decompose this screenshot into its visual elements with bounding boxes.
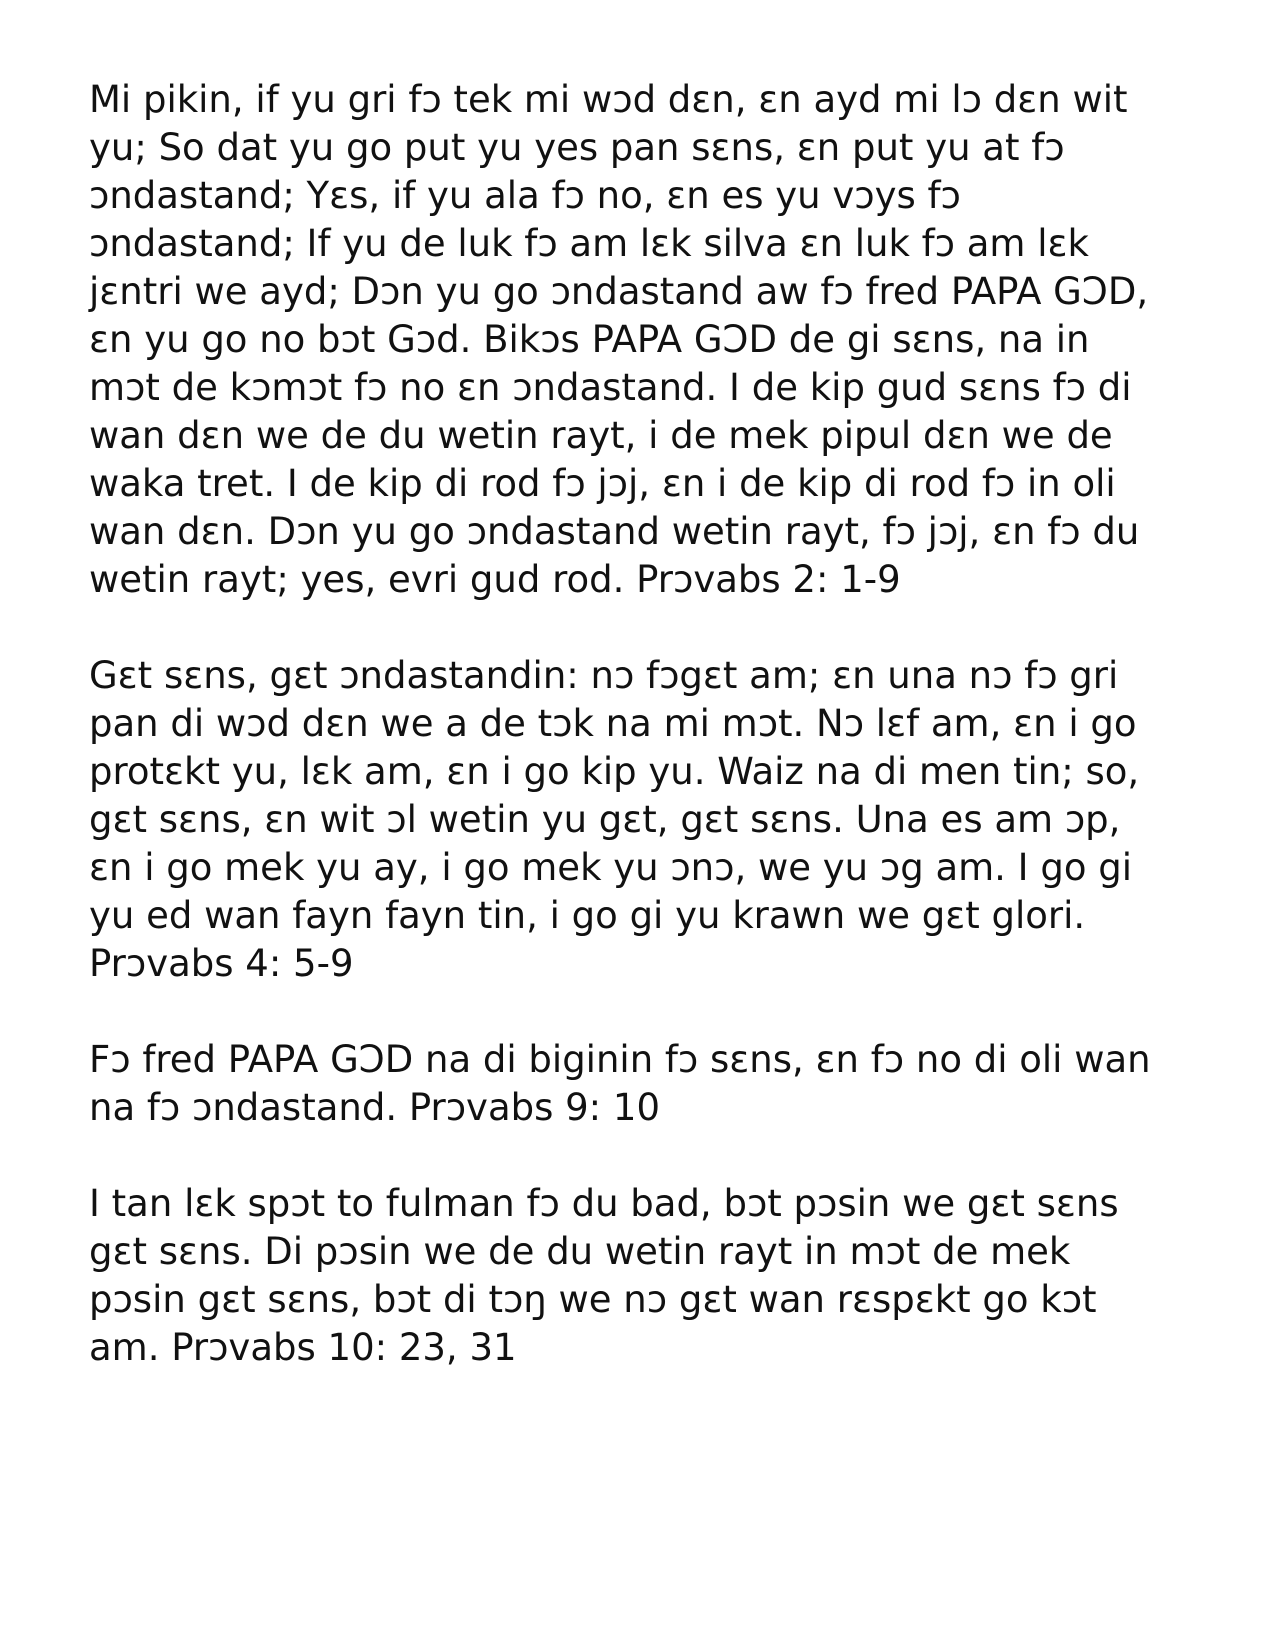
text-line: mɔt de kɔmɔt fɔ no ɛn ɔndastand. I de kip gud sɛns fɔ di bbox=[89, 366, 1132, 409]
text-line: yu; So dat yu go put yu yes pan sɛns, ɛn put yu at fɔ bbox=[89, 126, 1065, 169]
text-line: gɛt sɛns. Di pɔsin we de du wetin rayt in mɔt de mek bbox=[89, 1230, 1071, 1273]
text-line: ɛn yu go no bɔt Gɔd. Bikɔs PAPA GƆD de gi sɛns, na in bbox=[89, 318, 1090, 361]
text-line: am. Prɔvabs 10: 23, 31 bbox=[89, 1326, 517, 1369]
text-line: Mi pikin, if yu gri fɔ tek mi wɔd dɛn, ɛn ayd mi lɔ dɛn wit bbox=[89, 78, 1128, 121]
text-line: wetin rayt; yes, evri gud rod. Prɔvabs 2: 1-9 bbox=[89, 558, 901, 601]
text-line: waka tret. I de kip di rod fɔ jɔj, ɛn i de kip di rod fɔ in oli bbox=[89, 462, 1116, 505]
paragraph-proverbs-10 bbox=[89, 1180, 1199, 1372]
text-line: I tan lɛk spɔt to fulman fɔ du bad, bɔt pɔsin we gɛt sɛns bbox=[89, 1182, 1119, 1225]
paragraph-proverbs-9 bbox=[89, 1036, 1199, 1132]
text-line: gɛt sɛns, ɛn wit ɔl wetin yu gɛt, gɛt sɛns. Una es am ɔp, bbox=[89, 798, 1121, 841]
text-line: ɔndastand; Yɛs, if yu ala fɔ no, ɛn es yu vɔys fɔ bbox=[89, 174, 961, 217]
paragraph-proverbs-2 bbox=[89, 76, 1199, 604]
text-line: wan dɛn. Dɔn yu go ɔndastand wetin rayt, fɔ jɔj, ɛn fɔ du bbox=[89, 510, 1140, 553]
text-line: na fɔ ɔndastand. Prɔvabs 9: 10 bbox=[89, 1086, 660, 1129]
document-page bbox=[89, 76, 1199, 1420]
text-line: Fɔ fred PAPA GƆD na di biginin fɔ sɛns, ɛn fɔ no di oli wan bbox=[89, 1038, 1151, 1081]
text-line: Prɔvabs 4: 5-9 bbox=[89, 942, 354, 985]
text-line: protɛkt yu, lɛk am, ɛn i go kip yu. Waiz na di men tin; so, bbox=[89, 750, 1140, 793]
text-line: pɔsin gɛt sɛns, bɔt di tɔŋ we nɔ gɛt wan rɛspɛkt go kɔt bbox=[89, 1278, 1097, 1321]
text-line: ɛn i go mek yu ay, i go mek yu ɔnɔ, we yu ɔg am. I go gi bbox=[89, 846, 1133, 889]
text-line: pan di wɔd dɛn we a de tɔk na mi mɔt. Nɔ lɛf am, ɛn i go bbox=[89, 702, 1137, 745]
text-line: jɛntri we ayd; Dɔn yu go ɔndastand aw fɔ fred PAPA GƆD, bbox=[89, 270, 1149, 313]
text-line: wan dɛn we de du wetin rayt, i de mek pipul dɛn we de bbox=[89, 414, 1113, 457]
text-line: yu ed wan fayn fayn tin, i go gi yu krawn we gɛt glori. bbox=[89, 894, 1086, 937]
text-line: ɔndastand; If yu de luk fɔ am lɛk silva ɛn luk fɔ am lɛk bbox=[89, 222, 1089, 265]
paragraph-proverbs-4 bbox=[89, 652, 1199, 988]
text-line: Gɛt sɛns, gɛt ɔndastandin: nɔ fɔgɛt am; ɛn una nɔ fɔ gri bbox=[89, 654, 1119, 697]
